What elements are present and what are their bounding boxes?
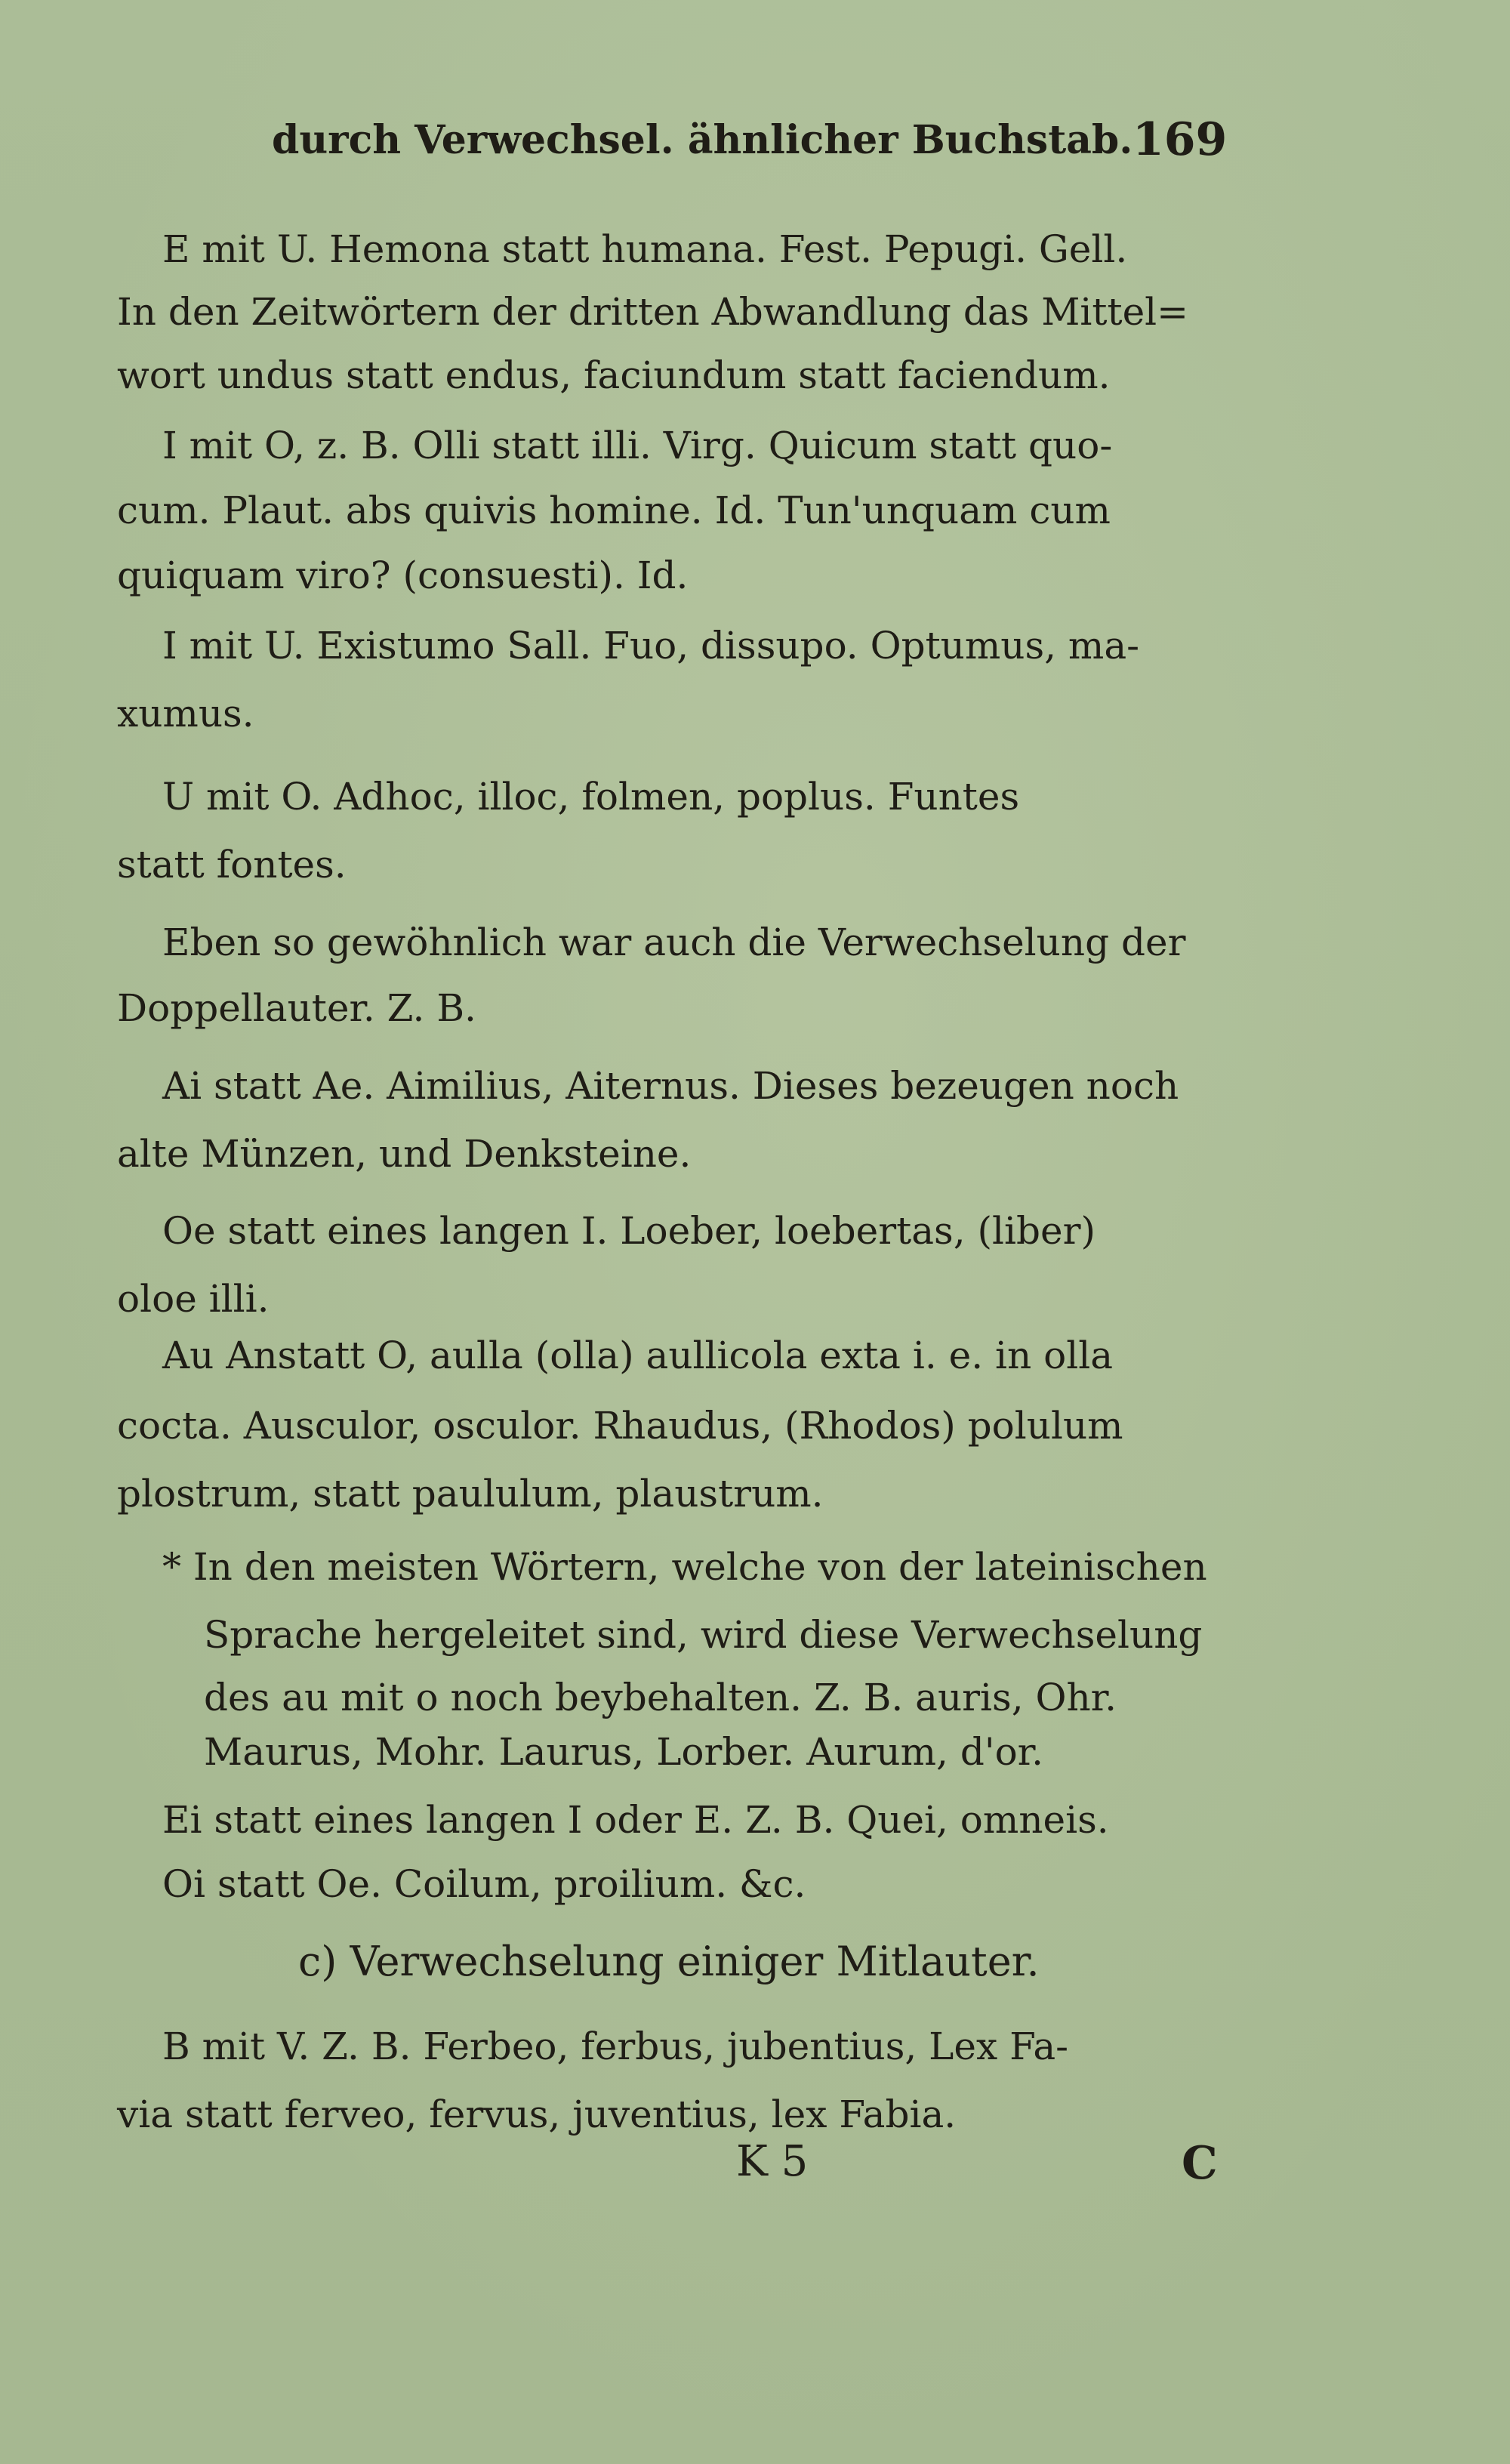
- text-line: cocta. Ausculor, osculor. Rhaudus, (Rhodos) polulum: [117, 1404, 1123, 1448]
- text-line: Oi statt Oe. Coilum, proilium. &c.: [162, 1862, 806, 1906]
- text-line: I mit U. Existumo Sall. Fuo, dissupo. Optumus, ma-: [162, 624, 1140, 668]
- text-line: Eben so gewöhnlich war auch die Verwechselung der: [162, 921, 1186, 964]
- text-line: B mit V. Z. B. Ferbeo, ferbus, jubentius, Lex Fa-: [162, 2025, 1069, 2068]
- running-title: durch Verwechsel. ähnlicher Buchstab.: [272, 117, 1133, 163]
- text-line: statt fontes.: [117, 843, 347, 887]
- signature-mark: K 5: [736, 2137, 809, 2186]
- catchword: C: [1182, 2137, 1218, 2190]
- text-line: xumus.: [117, 692, 254, 735]
- text-line: quiquam viro? (consuesti). Id.: [117, 554, 689, 597]
- text-line: Ai statt Ae. Aimilius, Aiternus. Dieses bezeugen noch: [162, 1064, 1179, 1108]
- text-line: des au mit o noch beybehalten. Z. B. auris, Ohr.: [204, 1676, 1117, 1719]
- text-line: Sprache hergeleitet sind, wird diese Verwechselung: [204, 1613, 1203, 1657]
- text-line: E mit U. Hemona statt humana. Fest. Pepugi. Gell.: [162, 227, 1128, 271]
- page-number: 169: [1132, 113, 1228, 166]
- text-line: Maurus, Mohr. Laurus, Lorber. Aurum, d'or.: [204, 1730, 1043, 1774]
- text-line: alte Münzen, und Denksteine.: [117, 1132, 692, 1176]
- text-line: Doppellauter. Z. B.: [117, 986, 476, 1030]
- text-line: U mit O. Adhoc, illoc, folmen, poplus. Funtes: [162, 775, 1020, 819]
- text-line: Ei statt eines langen I oder E. Z. B. Quei, omneis.: [162, 1798, 1109, 1842]
- text-line: In den Zeitwörtern der dritten Abwandlung das Mittel=: [117, 290, 1189, 334]
- text-line: * In den meisten Wörtern, welche von der lateinischen: [162, 1545, 1207, 1589]
- text-line: Oe statt eines langen I. Loeber, loebertas, (liber): [162, 1209, 1096, 1253]
- text-line: I mit O, z. B. Olli statt illi. Virg. Quicum statt quo-: [162, 424, 1113, 467]
- text-line: oloe illi.: [117, 1277, 270, 1321]
- text-line: cum. Plaut. abs quivis homine. Id. Tun'unquam cum: [117, 489, 1111, 532]
- text-line: via statt ferveo, fervus, juventius, lex Fabia.: [117, 2092, 957, 2136]
- text-line: wort undus statt endus, faciundum statt faciendum.: [117, 353, 1111, 397]
- text-line: plostrum, statt paululum, plaustrum.: [117, 1472, 824, 1516]
- section-heading: c) Verwechselung einiger Mitlauter.: [298, 1938, 1040, 1985]
- text-line: Au Anstatt O, aulla (olla) aullicola exta i. e. in olla: [162, 1334, 1114, 1377]
